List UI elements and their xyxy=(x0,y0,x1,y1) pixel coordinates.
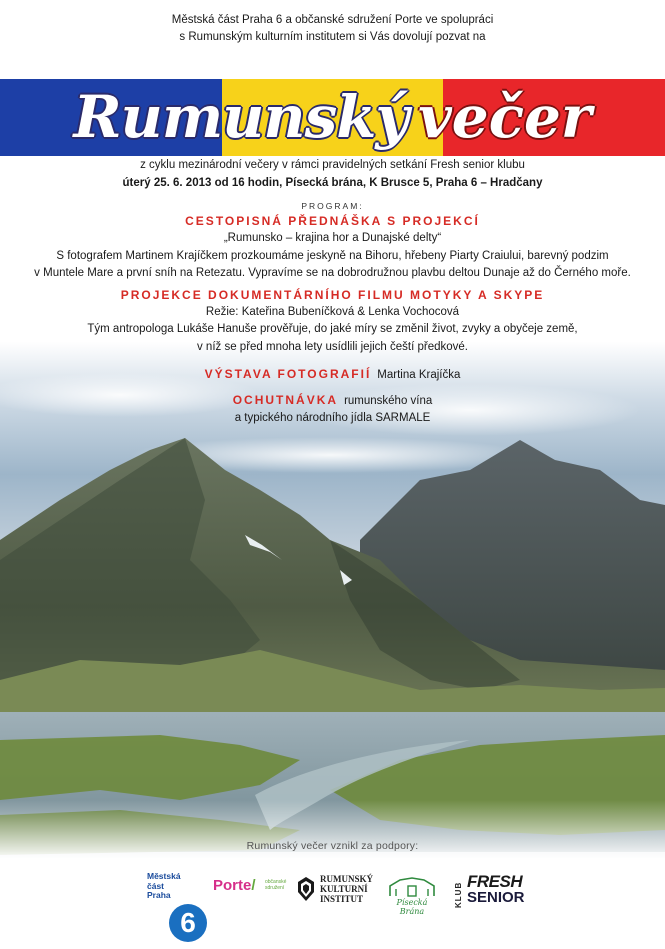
rki-line1: RUMUNSKÝ xyxy=(320,874,373,884)
praha6-number: 6 xyxy=(169,904,207,942)
lecture-subtitle: „Rumunsko – krajina hor a Dunajské delty“ xyxy=(223,232,442,244)
section-heading-lecture: CESTOPISNÁ PŘEDNÁŠKA S PROJEKCÍ xyxy=(185,214,480,228)
praha6-line3: Praha xyxy=(147,890,171,900)
lecture-text-2: v Muntele Mare a první sníh na Retezatu. Vypravíme se na dobrodružnou plavbu deltou Dunaje až do Černého moře. xyxy=(34,267,631,279)
gate-icon xyxy=(384,876,440,898)
series-info xyxy=(0,156,665,192)
support-label: Rumunský večer vznikl za podpory: xyxy=(246,840,419,852)
program-label: PROGRAM: xyxy=(301,201,364,211)
section-heading-exhibition: VÝSTAVA FOTOGRAFIÍ xyxy=(204,367,372,381)
praha6-line1: Městská xyxy=(147,871,181,881)
rki-line3: INSTITUT xyxy=(320,894,364,904)
section-tasting xyxy=(0,392,665,410)
film-text-1: Tým antropologa Lukáše Hanuše prověřuje, do jaké míry se změnil život, zvyky a obyčeje země, xyxy=(87,323,578,335)
program xyxy=(0,201,665,428)
rki-line2: KULTURNÍ xyxy=(320,884,368,894)
rki-logo xyxy=(296,872,378,908)
intro-text xyxy=(0,12,665,46)
praha6-line2: část xyxy=(147,880,165,891)
fresh-text: FRESH xyxy=(467,872,523,891)
series-line: z cyklu mezinárodní večery v rámci pravidelných setkání Fresh senior klubu xyxy=(140,159,525,171)
praha6-logo xyxy=(147,871,196,938)
title-word-2: večer xyxy=(418,83,592,151)
fresh-senior-logo xyxy=(454,872,524,908)
tasting-text-1: rumunského vína xyxy=(344,395,433,407)
section-heading-film: PROJEKCE DOKUMENTÁRNÍHO FILMU MOTYKY A SKYPE xyxy=(120,287,545,302)
sponsor-logos xyxy=(0,862,665,942)
date-location-line: úterý 25. 6. 2013 od 16 hodin, Písecká brána, K Brusce 5, Praha 6 – Hradčany xyxy=(122,177,543,189)
porte-subtitle: občanské sdružení xyxy=(265,879,287,891)
section-heading-tasting: OCHUTNÁVKA xyxy=(232,393,339,407)
porte-word: Porte xyxy=(213,877,252,894)
pisecka-brana-text: Písecká Brána xyxy=(396,898,428,916)
senior-text: SENIOR xyxy=(467,889,525,906)
section-exhibition xyxy=(0,366,665,384)
pisecka-brana-logo xyxy=(384,876,440,914)
exhibition-author: Martina Krajíčka xyxy=(377,369,461,381)
film-text-2: v níž se před mnoha lety usídlili jejich čeští předkové. xyxy=(196,340,469,353)
lecture-text-1: S fotografem Martinem Krajíčkem prozkoumáme jeskyně na Bihoru, hřebeny Piarty Craiului, barevný podzim xyxy=(56,249,609,262)
film-director: Režie: Kateřina Bubeníčková & Lenka Vochocová xyxy=(205,305,460,318)
tasting-text-2: a typického národního jídla SARMALE xyxy=(234,412,431,424)
rki-text xyxy=(320,874,373,904)
porte-slash-icon: / xyxy=(251,877,256,894)
event-title xyxy=(0,72,665,162)
praha6-logo-text xyxy=(147,872,181,901)
klub-text: KLUB xyxy=(454,881,463,908)
intro-line-2: s Rumunským kulturním institutem si Vás dovolují pozvat na xyxy=(179,31,486,43)
title-word-1: Rumunský xyxy=(73,83,409,151)
intro-line-1: Městská část Praha 6 a občanské sdružení Porte ve spolupráci xyxy=(171,14,494,26)
rki-emblem-icon xyxy=(296,876,316,902)
porte-logo xyxy=(213,877,288,897)
